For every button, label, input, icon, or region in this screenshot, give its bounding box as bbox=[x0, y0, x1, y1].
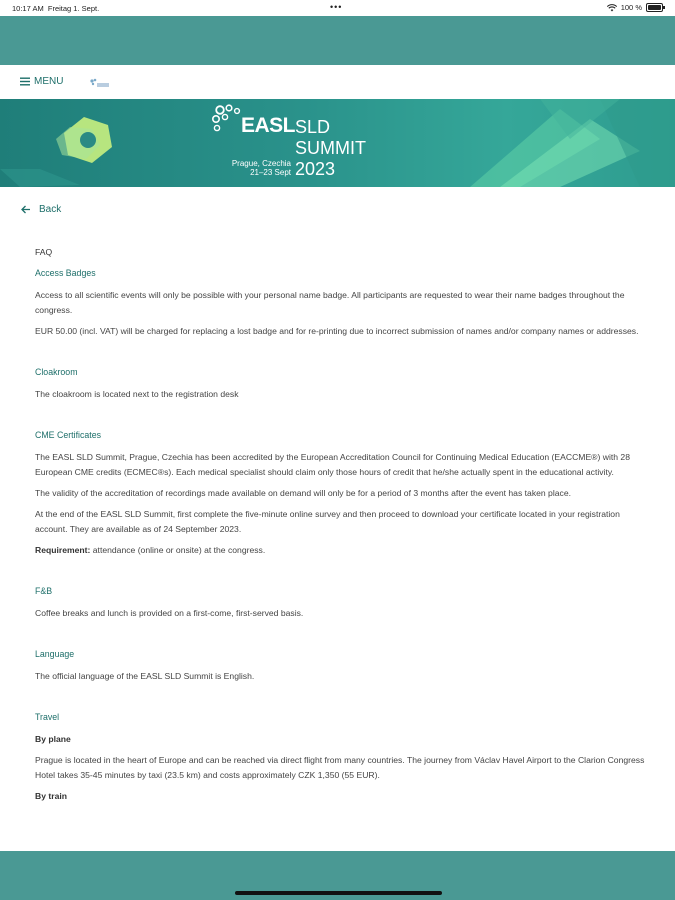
section-title: CME Certificates bbox=[35, 430, 101, 440]
location-text: Prague, Czechia bbox=[231, 159, 291, 168]
back-button[interactable] bbox=[21, 204, 61, 215]
battery-icon bbox=[646, 3, 663, 12]
paragraph: Prague is located in the heart of Europe and can be reached via direct flight from many countries. The journey from Václav Havel Airport to the Clarion Congress Hotel takes 35-45 minutes by taxi (23.5 km) and costs approximately CZK 1,350 (55 EUR). bbox=[35, 755, 645, 780]
menu-bar bbox=[0, 65, 675, 99]
faq-section-language bbox=[35, 647, 645, 684]
brand-name: EASL bbox=[241, 114, 296, 137]
status-clock: 10:17 AM bbox=[12, 4, 44, 13]
event-banner bbox=[0, 99, 675, 187]
faq-section-cme bbox=[35, 428, 645, 558]
paragraph: The cloakroom is located next to the registration desk bbox=[35, 389, 239, 399]
requirement-label: Requirement: bbox=[35, 545, 91, 555]
subheading: By plane bbox=[35, 734, 71, 744]
section-title: F&B bbox=[35, 586, 53, 596]
faq-section-cloakroom bbox=[35, 365, 645, 402]
subheading: By train bbox=[35, 791, 67, 801]
paragraph: Access to all scientific events will only be possible with your personal name badge. All participants are requested to wear their name badges throughout the congress. bbox=[35, 290, 625, 315]
dates-text: 21–23 Sept bbox=[250, 168, 291, 177]
back-label: Back bbox=[39, 204, 62, 215]
faq-section-fb bbox=[35, 584, 645, 621]
hamburger-icon bbox=[20, 77, 30, 86]
paragraph: EUR 50.00 (incl. VAT) will be charged for replacing a lost badge and for re-printing due to incorrect submission of names and/or company names or addresses. bbox=[35, 326, 639, 336]
banner-year: 2023 bbox=[295, 159, 336, 179]
easl-mini-logo bbox=[88, 77, 112, 91]
home-indicator[interactable] bbox=[235, 891, 442, 895]
faq-content bbox=[35, 245, 645, 830]
section-title: Cloakroom bbox=[35, 367, 78, 377]
banner-title-line2: SUMMIT bbox=[295, 138, 366, 158]
paragraph: The EASL SLD Summit, Prague, Czechia has been accredited by the European Accreditation Council for Continuing Medical Education (EACCME®) with 28 European CME credits (ECMEC®s). Each medical specialist should claim only those hours of credit that he/she actually spent in the educational activity. bbox=[35, 452, 630, 477]
paragraph: Coffee breaks and lunch is provided on a first-come, first-served basis. bbox=[35, 608, 304, 618]
wifi-icon bbox=[607, 4, 617, 12]
faq-section-travel bbox=[35, 710, 645, 804]
section-title: Travel bbox=[35, 712, 60, 722]
paragraph: The official language of the EASL SLD Summit is English. bbox=[35, 671, 255, 681]
top-header-band bbox=[0, 16, 675, 65]
status-date: Freitag 1. Sept. bbox=[47, 4, 100, 13]
easl-dots-logo bbox=[211, 104, 243, 134]
menu-label: MENU bbox=[34, 76, 64, 87]
menu-button[interactable] bbox=[20, 76, 63, 87]
battery-percent: 100 % bbox=[620, 3, 642, 12]
status-time bbox=[12, 4, 99, 13]
paragraph: The validity of the accreditation of recordings made available on demand will only be for a period of 3 months after the event has taken place. bbox=[35, 488, 571, 498]
status-right bbox=[607, 3, 663, 12]
multitask-dots[interactable]: ••• bbox=[330, 2, 343, 12]
paragraph: At the end of the EASL SLD Summit, first complete the five-minute online survey and then proceed to download your certificate located in your registration account. They are available as of 24 September 2023. bbox=[35, 509, 620, 534]
banner-location bbox=[227, 159, 291, 177]
section-title: Language bbox=[35, 649, 75, 659]
faq-section-badges bbox=[35, 266, 645, 339]
banner-title-line1: SLD bbox=[295, 117, 331, 137]
requirement-text: attendance (online or onsite) at the congress. bbox=[90, 545, 266, 555]
status-bar bbox=[0, 0, 675, 16]
section-title: Access Badges bbox=[35, 268, 96, 278]
page-title: FAQ bbox=[35, 247, 53, 257]
requirement-line bbox=[35, 543, 645, 558]
arrow-left-icon bbox=[21, 205, 31, 214]
